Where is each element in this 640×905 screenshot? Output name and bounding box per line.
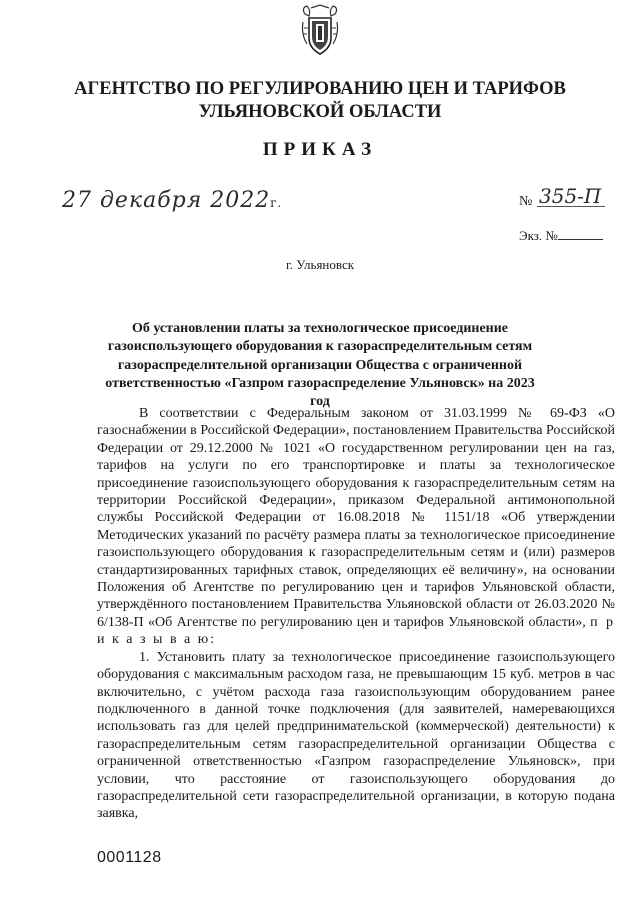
number-label: № xyxy=(519,194,533,209)
agency-name-line2: УЛЬЯНОВСКОЙ ОБЛАСТИ xyxy=(198,102,442,122)
agency-name xyxy=(0,78,640,124)
preamble-order-word: п р и к а з ы в а ю: xyxy=(97,614,616,648)
coat-of-arms-emblem xyxy=(299,4,341,56)
item-1-paragraph: 1. Установить плату за технологическое присоединение газоиспользующего оборудования с максимальным расходом газа, не превышающим 15 куб. метров в час включительно, с учётом расхода газа газоиспользующим оборудованием ранее подключенного в данной точке подключения (для заявителей, намеревающихся использовать газ для целей предпринимательской (коммерческой) деятельности) к газораспределительным сетям газораспределительной организации Общества с ограниченной ответственностью «Газпром газораспределение Ульяновск», при условии, что расстояние от газоиспользующего оборудования до газораспределительной сети газораспределительной организации, в которую подана заявка, xyxy=(97,649,615,822)
handwritten-date xyxy=(62,188,282,213)
copy-number-label: Экз. № xyxy=(519,228,558,243)
preamble-paragraph xyxy=(97,405,615,649)
date-suffix: г. xyxy=(270,196,283,210)
order-title: Об установлении платы за технологическое присоединение газоиспользующего оборудования к газораспределительным сетям газораспределительной организации Общества с ограниченной ответственностью «Газпром газораспределение Ульяновск» на 2023 год xyxy=(105,321,535,410)
form-serial-number: 0001128 xyxy=(97,849,162,866)
city: г. Ульяновск xyxy=(285,257,355,272)
copy-number-blank-line xyxy=(558,227,603,240)
document-type: ПРИКАЗ xyxy=(262,139,378,160)
copy-number xyxy=(519,227,603,244)
handwritten-number: 355-П xyxy=(537,186,605,207)
order-body xyxy=(97,405,615,823)
handwritten-date-text: 27 декабря 2022 xyxy=(62,188,271,213)
preamble-main: В соответствии с Федеральным законом от 31.03.1999 № 69-ФЗ «О газоснабжении в Российской Федерации», постановлением Правительства Российской Федерации от 29.12.2000 № 1021 «О государственном регулировании цен на газ, тарифов на услуги по его транспортировке и платы за технологическое присоединение газоиспользующего оборудования к газораспределительным сетям на территории Российской Федерации», приказом Федеральной антимонопольной службы Российской Федерации от 16.08.2018 № 1151/18 «Об утверждении Методических указаний по расчёту размера платы за технологическое присоединение газоиспользующего оборудования к газораспределительным сетям и (или) размеров стандартизированных тарифных ставок, определяющих её величину», на основании Положения об Агентстве по регулированию цен и тарифов Ульяновской области, утверждённого постановлением Правительства Ульяновской области от 26.03.2020 № 6/138-П «Об Агентстве по регулированию цен и тарифов Ульяновской области», xyxy=(97,406,615,630)
agency-name-line1: АГЕНТСТВО ПО РЕГУЛИРОВАНИЮ ЦЕН И ТАРИФОВ xyxy=(74,79,566,99)
